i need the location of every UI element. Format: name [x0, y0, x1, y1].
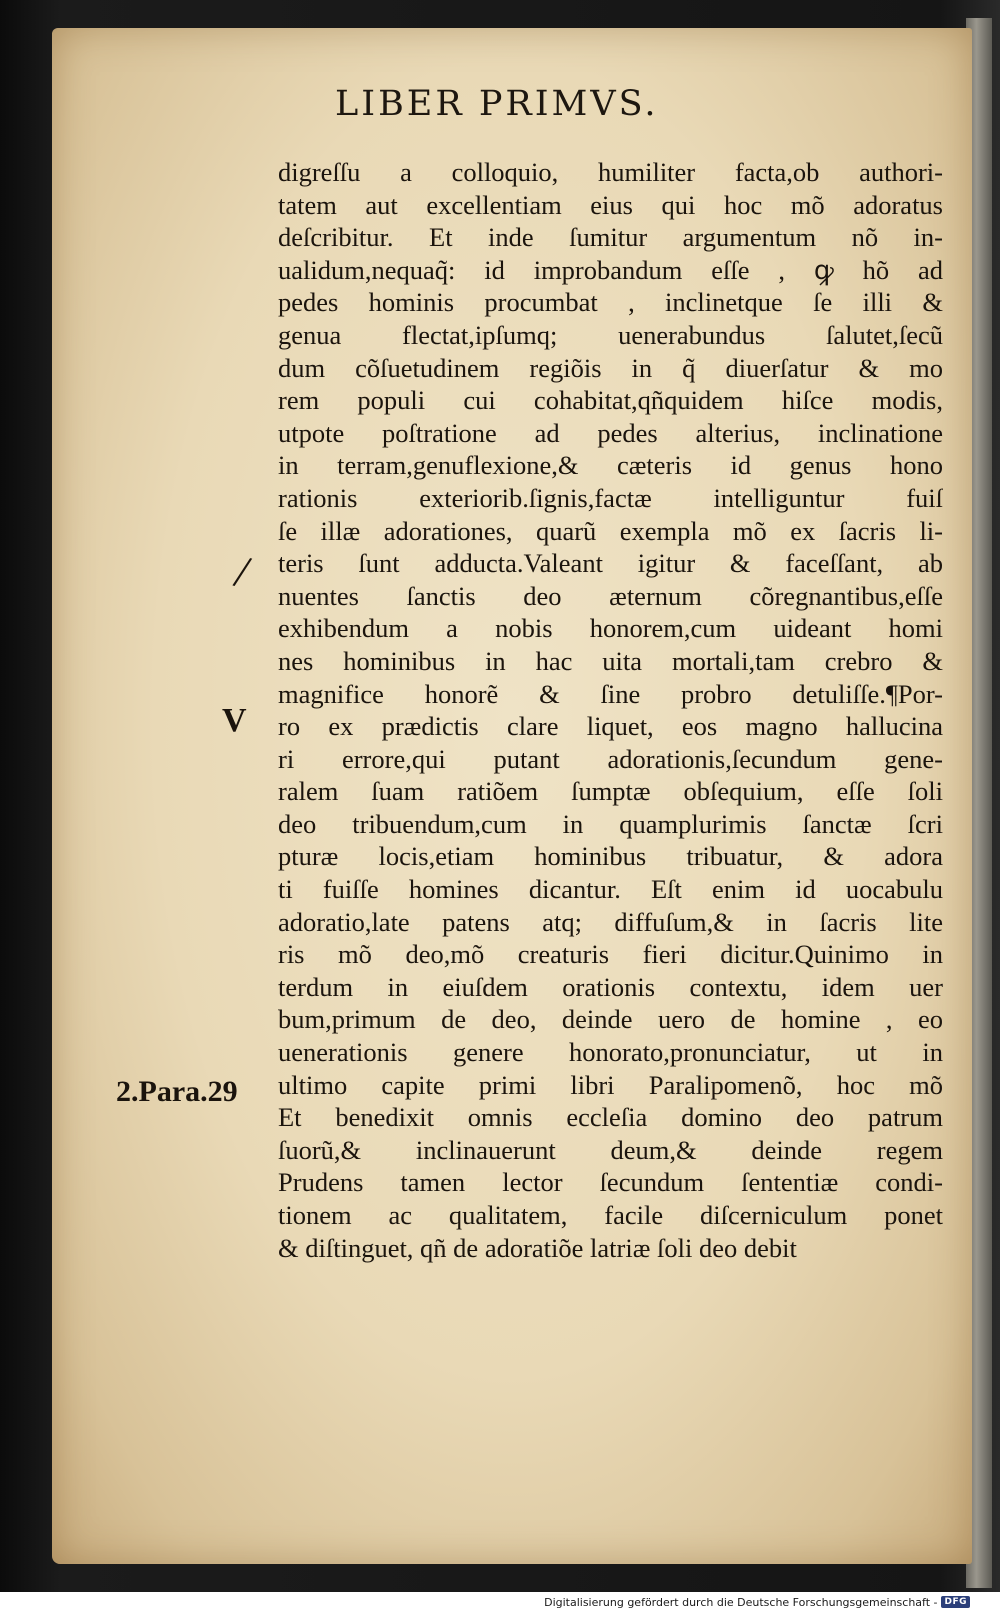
text-line: magnifice honorẽ & ſine probro detuliſſe.¶Por- [278, 678, 943, 709]
text-line: ri errore,qui putant adorationis,ſecundum gene- [278, 743, 943, 774]
text-line: Prudens tamen lector ſecundum ſententiæ condi- [278, 1167, 943, 1198]
text-line: rem populi cui cohabitat,qñquidem hiſce modis, [278, 385, 943, 416]
text-line: ualidum,nequaq̃: id improbandum eſſe , ꝙ hõ ad [278, 254, 943, 285]
text-line: deſcribitur. Et inde ſumitur argumentum nõ in- [278, 222, 943, 253]
text-line: nuentes ſanctis deo æternum cõregnantibus,eſſe [278, 580, 943, 611]
text-line: exhibendum a nobis honorem,cum uideant homi [278, 613, 943, 644]
text-line: genua flectat,ipſumq; uenerabundus ſalutet,ſecũ [278, 319, 943, 350]
running-head: LIBER PRIMVS. [335, 84, 659, 124]
text-line: ultimo capite primi libri Paralipomenõ, hoc mõ [278, 1069, 943, 1100]
text-line: ro ex prædictis clare liquet, eos magno hallucina [278, 711, 943, 742]
text-line: Et benedixit omnis eccleſia domino deo patrum [278, 1102, 943, 1133]
text-line: & diſtinguet, qñ de adoratiõe latriæ ſoli deo debit [278, 1232, 797, 1263]
text-line: deo tribuendum,cum in quamplurimis ſanctæ ſcri [278, 808, 943, 839]
funding-text: Digitalisierung gefördert durch die Deutsche Forschungsgemeinschaft - [544, 1595, 938, 1609]
text-line: terdum in eiuſdem orationis contextu, idem uer [278, 971, 943, 1002]
margin-slash-mark: / [230, 545, 255, 598]
text-line: tatem aut excellentiam eius qui hoc mõ adoratus [278, 189, 943, 220]
body-text [278, 156, 943, 1264]
text-line: utpote poſtratione ad pedes alterius, inclinatione [278, 417, 943, 448]
funding-footer [544, 1594, 970, 1610]
text-line: nes hominibus in hac uita mortali,tam crebro & [278, 645, 943, 676]
text-line: adoratio,late patens atq; diffuſum,& in ſacris lite [278, 906, 943, 937]
text-line: pedes hominis procumbat , inclinetque ſe illi & [278, 287, 943, 318]
text-line: ſuorũ,& inclinauerunt deum,& deinde regem [278, 1134, 943, 1165]
text-line: bum,primum de deo, deinde uero de homine , eo [278, 1004, 943, 1035]
margin-letter-mark: V [222, 702, 247, 739]
text-line: dum cõſuetudinem regiõis in q̃ diuerſatur & mo [278, 352, 943, 383]
text-line: rationis exteriorib.ſignis,factæ intelliguntur fuiſ [278, 482, 943, 513]
text-line: digreſſu a colloquio, humiliter facta,ob authori- [278, 157, 943, 187]
text-line: ralem ſuam ratiõem ſumptæ obſequium, eſſe ſoli [278, 776, 943, 807]
dfg-logo-icon: DFG [941, 1596, 970, 1608]
text-line: ſe illæ adorationes, quarũ exempla mõ ex ſacris li- [278, 515, 943, 546]
text-line: ti fuiſſe homines dicantur. Eſt enim id uocabulu [278, 874, 943, 905]
text-line: ris mõ deo,mõ creaturis fieri dicitur.Quinimo in [278, 939, 943, 970]
margin-reference: 2.Para.29 [116, 1075, 238, 1108]
text-line: tionem ac qualitatem, facile diſcerniculum ponet [278, 1200, 943, 1230]
text-line: in terram,genuflexione,& cæteris id genus hono [278, 450, 943, 481]
text-line: uenerationis genere honorato,pronunciatur, ut in [278, 1037, 943, 1068]
text-line: pturæ locis,etiam hominibus tribuatur, & adora [278, 841, 943, 872]
text-line: teris ſunt adducta.Valeant igitur & faceſſant, ab [278, 548, 943, 579]
